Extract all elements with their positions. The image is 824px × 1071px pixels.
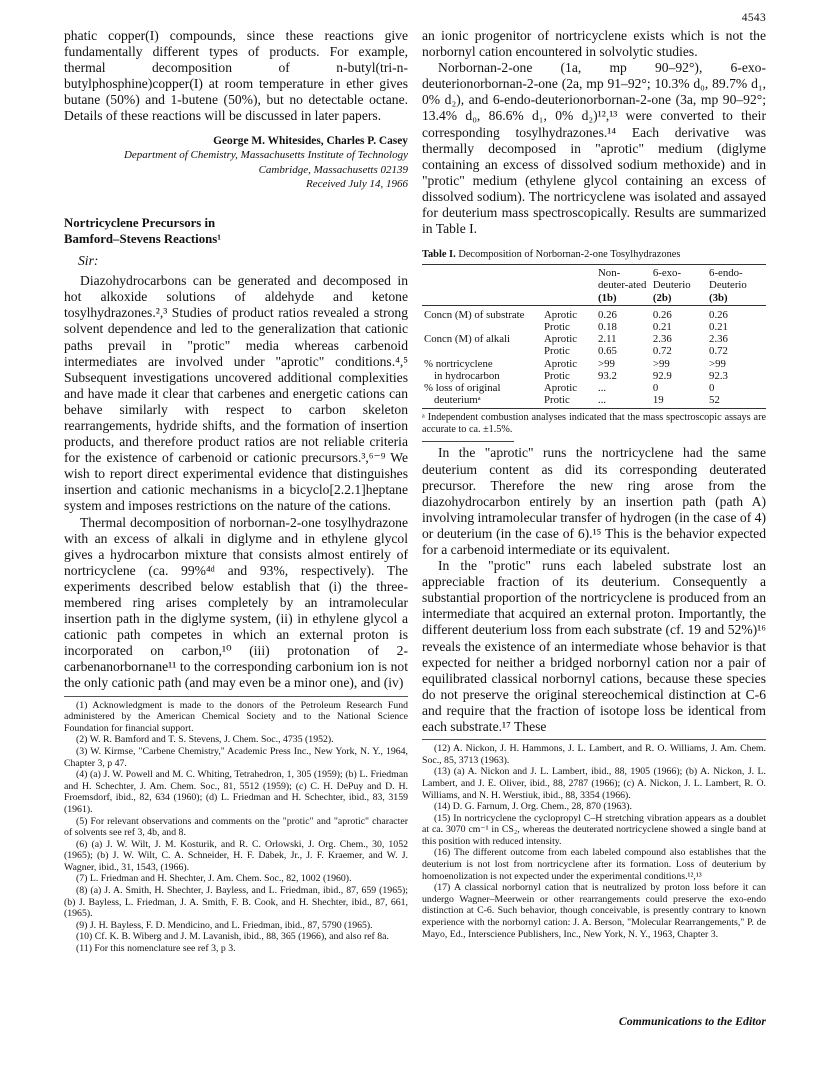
table-header-compound: (1b) xyxy=(598,291,617,304)
journal-section-footer: Communications to the Editor xyxy=(618,1014,766,1028)
table-caption xyxy=(422,249,766,261)
table-header-compound: (2b) xyxy=(652,291,672,304)
row-label: deuteriumᵃ xyxy=(422,394,542,409)
row-medium: Aprotic xyxy=(544,308,577,321)
table-cell: 0.72 xyxy=(709,345,728,358)
right-column xyxy=(422,28,766,940)
footnote: (13) (a) A. Nickon and J. L. Lambert, ibid., 88, 1905 (1966); (b) A. Nickon, J. L. Lambert, and J. E. Oliver, ibid., 88, 2787 (1966); (c) A. Nickon, J. L. Lambert, R. O. Williams, and N. H. Werstiuk, ibid., 88, 3354 (1966). xyxy=(422,766,766,801)
left-column xyxy=(64,28,408,955)
table-cell: 52 xyxy=(707,394,766,409)
article-title-line-1: Nortricyclene Precursors in xyxy=(64,215,216,230)
table-cell: 0.26 xyxy=(652,308,672,321)
table-cell: ... xyxy=(596,394,651,409)
table-row xyxy=(422,345,766,357)
footnote: (8) (a) J. A. Smith, H. Shechter, J. Bayless, and L. Friedman, ibid., 87, 659 (1965); (b) J. Bayless, L. Friedman, J. A. Smith, F. B. Cook, and H. Shechter, ibid., 87, 661, (1965). xyxy=(64,885,408,920)
table-cell: 0 xyxy=(652,382,659,395)
signature-block xyxy=(64,134,408,192)
table-cell: >99 xyxy=(652,357,670,370)
table-cell: 92.9 xyxy=(652,369,672,382)
footnote: (7) L. Friedman and H. Shechter, J. Am. Chem. Soc., 82, 1002 (1960). xyxy=(76,873,352,885)
row-label: Concn (M) of alkali xyxy=(424,333,511,346)
body-paragraph-2: Thermal decomposition of norbornan-2-one tosylhydrazone with an excess of alkali in diglyme and in ethylene glycol gives a hydrocarbon mixture that consists almost entirely of nortricyclene (ca. 99%⁴ᵈ and 93%, respectively). The experiments described below establish that (i) the three-membered ring arises completely by an intramolecular insertion path in the diglyme system, (ii) in ethylene glycol a cationic path competes in which an external proton is incorporated on carbon,¹⁰ (iii) protonation of 2-carbenanorbornane¹¹ to the corresponding carbonium ion is not the only cationic path (and may even be a minor one), and (iv) xyxy=(64,514,408,691)
row-label: % loss of original xyxy=(424,382,501,395)
table-cell: 0.26 xyxy=(598,308,617,321)
body-paragraph-protic: In the "protic" runs each labeled substrate lost an appreciable fraction of its deuterium. Consequently a substantial proportion of the nortricyclene is produced from an intermediate that acquired an external proton. Importantly, the different deuterium loss from each substrate (cf. 19 and 52%)¹⁶ reveals the existence of an intermediate whose behavior is that expected for neither a bridged norbornyl cation nor a pair of equilibrated classical norbornyl cations, because these species do not preserve the original stereochemical distinction at C-6 and require that the fraction of isotope loss be identical from each substrate.¹⁷ These xyxy=(422,558,766,735)
footnote: (10) Cf. K. B. Wiberg and J. M. Lavanish, ibid., 88, 365 (1966), and also ref 8a. xyxy=(76,931,389,943)
row-label xyxy=(422,321,542,333)
table-cell: >99 xyxy=(598,357,615,370)
signature-authors: George M. Whitesides, Charles P. Casey xyxy=(213,134,408,147)
footnote: (6) (a) J. W. Wilt, J. M. Kosturik, and R. C. Orlowski, J. Org. Chem., 30, 1052 (1965); (b) J. W. Wilt, C. A. Schneider, H. F. Dabek, Jr., J. F. Kraemer, and W. J. Wagner, ibid., 31, 1543, (1966). xyxy=(64,838,408,873)
article-title-line-2: Bamford–Stevens Reactions¹ xyxy=(64,231,222,246)
footnote: (17) A classical norbornyl cation that is neutralized by proton loss before it can undergo Wagner–Meerwein or other rearrangements could preserve the exo-endo distinction at C-6. Such behavior, though conceivable, is presently contrary to known experience with the norbornyl cation: J. A. Berson, "Molecular Rearrangements," P. de Mayo, Ed., Interscience Publishers, Inc., New York, N. Y., 1963, Chapter 3. xyxy=(422,882,766,940)
page-number: 4543 xyxy=(741,12,766,24)
results-table xyxy=(422,264,766,409)
table-header-column xyxy=(707,265,766,306)
table-caption-text: Decomposition of Norbornan-2-one Tosylhydrazones xyxy=(458,249,681,261)
signature-city: Cambridge, Massachusetts 02139 xyxy=(258,163,408,176)
table-cell: 19 xyxy=(651,394,707,409)
table-row xyxy=(422,321,766,333)
table-cell: 0 xyxy=(709,382,715,395)
footnote: (2) W. R. Bamford and T. S. Stevens, J. Chem. Soc., 4735 (1952). xyxy=(76,734,334,746)
body-paragraph-substrates: Norbornan-2-one (1a, mp 90–92°), 6-exo-deuterionorbornan-2-one (2a, mp 91–92°; 10.3% d₀, 89.7% d₁, 0% d₂), and 6-endo-deuterionorbornan-2-one (3a, mp 90–92°; 13.4% d₀, 86.6% d₁, 0% d₂)¹²,¹³ were converted to their corresponding tosylhydrazones.¹⁴ Each derivative was thermally decomposed in "aprotic" medium (diglyme containing an excess of dissolved sodium methoxide) and in "protic" medium (ethylene glycol containing an excess of dissolved sodium). The nortricyclene was isolated and assayed for deuterium mass spectroscopically. Results are summarized in Table I. xyxy=(422,60,766,237)
table-cell: 2.11 xyxy=(598,333,617,346)
footnote: (5) For relevant observations and comments on the "protic" and "aprotic" character of solvents see ref 3, 4b, and 8. xyxy=(64,815,408,839)
footnote: (11) For this nomenclature see ref 3, p 3. xyxy=(76,943,236,955)
footnote: (14) D. G. Farnum, J. Org. Chem., 28, 870 (1963). xyxy=(434,801,632,813)
table-footnote: ᵃ Independent combustion analyses indicated that the mass spectroscopic assays are accurate to ca. ±1.5%. xyxy=(422,412,766,436)
row-medium: Protic xyxy=(544,369,570,382)
table-caption-label: Table I. xyxy=(422,249,456,261)
salutation: Sir: xyxy=(78,253,99,269)
signature-received-date: Received July 14, 1966 xyxy=(305,178,408,191)
row-medium: Protic xyxy=(544,345,570,358)
row-label xyxy=(422,345,542,357)
table-cell: 92.3 xyxy=(709,369,728,382)
row-label: % nortricyclene xyxy=(424,357,493,370)
table-cell: 2.36 xyxy=(652,333,672,346)
table-row xyxy=(422,370,766,382)
table-cell: 0.18 xyxy=(598,321,617,334)
body-paragraph-aprotic: In the "aprotic" runs the nortricyclene had the same deuterium content as did its corresponding deuterated precursor. Therefore the new ring arose from the diazohydrocarbon entirely by an insertion path (path A) involving intramolecular transfer of hydrogen (in the case of 4) or deuterium (in the case of 6).¹⁵ This is the behavior expected for a carbenoid intermediate or its equivalent. xyxy=(422,445,766,558)
row-medium: Aprotic xyxy=(544,333,577,346)
table-cell: 2.36 xyxy=(709,333,728,346)
table-cell: ... xyxy=(598,382,607,395)
table-cell: >99 xyxy=(709,357,726,370)
footnote: (15) In nortricyclene the cyclopropyl C–H stretching vibration appears as a doublet at ca. 3070 cm⁻¹ in CS₂, whereas the deuterated nortricyclene showed a single band at this position with reduced intensity. xyxy=(422,812,766,847)
row-medium: Protic xyxy=(542,394,596,409)
article-title xyxy=(64,216,408,247)
table-row xyxy=(422,394,766,409)
table-header-compound: (3b) xyxy=(709,291,728,304)
footnote: (9) J. H. Bayless, F. D. Mendicino, and L. Friedman, ibid., 87, 5790 (1965). xyxy=(76,919,373,931)
table-cell: 0.26 xyxy=(709,308,728,321)
table-header-blank xyxy=(422,265,542,306)
footnote: (1) Acknowledgment is made to the donors of the Petroleum Research Fund administered by the American Chemical Society and to the National Science Foundation for financial support. xyxy=(64,699,408,734)
section-divider xyxy=(422,441,514,442)
row-medium: Aprotic xyxy=(544,382,577,395)
row-medium: Protic xyxy=(544,321,570,334)
table-header-label: 6-exo-Deuterio xyxy=(652,267,691,292)
intro-paragraph: phatic copper(I) compounds, since these reactions give fundamentally different types of products. For example, thermal decomposition of n-butyl(tri-n-butylphosphine)copper(I) at room temperature in ether gives butane (50%) and 1-butene (50%), but no detectable octane. Details of these reactions will be discussed in later papers. xyxy=(64,28,408,124)
footnote: (3) W. Kirmse, "Carbene Chemistry," Academic Press Inc., New York, N. Y., 1964, Chapter 3, p 47. xyxy=(64,745,408,769)
table-header-column xyxy=(651,265,707,306)
table-row xyxy=(422,382,766,394)
table-row xyxy=(422,305,766,321)
signature-department: Department of Chemistry, Massachusetts Institute of Technology xyxy=(123,149,408,162)
table-cell: 0.72 xyxy=(652,345,672,358)
row-label: Concn (M) of substrate xyxy=(424,308,525,321)
body-paragraph-1: Diazohydrocarbons can be generated and decomposed in hot alkoxide solutions of aldehyde and ketone tosylhydrazones.²,³ Studies of product ratios revealed a strong solvent dependence and led to the generalization that cationic paths prevail in "protic" media whereas carbenoid intermediates are involved under "aprotic" conditions.⁴,⁵ Subsequent investigations uncovered additional complexities and have made it clear that carbenes and energetic cations can behave similarly with respect to carbon skeleton rearrangements, hydride shifts, and the formation of insertion products, and therefore product ratios are not reliable criteria for the existence of carbenoid or cationic precursors.³,⁶⁻⁹ We wish to report direct experimental evidence that distinguishes insertion and cationic mechanisms in a bicyclo[2.2.1]heptane system and imposes restrictions on the nature of the cations. xyxy=(64,273,408,514)
row-label: in hydrocarbon xyxy=(434,369,500,382)
left-footnotes xyxy=(64,696,408,955)
table-cell: 0.65 xyxy=(598,345,617,358)
table-header-label: 6-endo-Deuterio xyxy=(709,267,747,292)
table-cell: 0.21 xyxy=(709,321,728,334)
table-row xyxy=(422,333,766,345)
table-header-blank xyxy=(542,265,596,306)
table-header-column xyxy=(596,265,651,306)
footnote: (16) The different outcome from each labeled compound also establishes that the deuterium is not lost from nortricyclene after its formation. Loss of deuterium by homoenolization is not expected under the experimental conditions.¹²,¹³ xyxy=(422,847,766,882)
table-header-label: Non-deuter-ated xyxy=(598,267,647,292)
row-medium: Aprotic xyxy=(544,357,577,370)
table-cell: 0.21 xyxy=(652,321,672,334)
footnote: (12) A. Nickon, J. H. Hammons, J. L. Lambert, and R. O. Williams, J. Am. Chem. Soc., 85, 3713 (1963). xyxy=(422,743,766,766)
right-footnotes xyxy=(422,739,766,940)
footnote: (4) (a) J. W. Powell and M. C. Whiting, Tetrahedron, 1, 305 (1959); (b) L. Friedman and H. Schechter, J. Am. Chem. Soc., 81, 5512 (1959); (c) C. H. DePuy and D. H. Froemsdorf, ibid., 82, 634 (1960); (d) L. Friedman and H. Schechter, ibid., 83, 3159 (1961). xyxy=(64,769,408,815)
table-row xyxy=(422,358,766,370)
body-paragraph-continued: an ionic progenitor of nortricyclene exists which is not the norbornyl cation encountered in solvolytic studies. xyxy=(422,28,766,60)
table-cell: 93.2 xyxy=(598,369,617,382)
